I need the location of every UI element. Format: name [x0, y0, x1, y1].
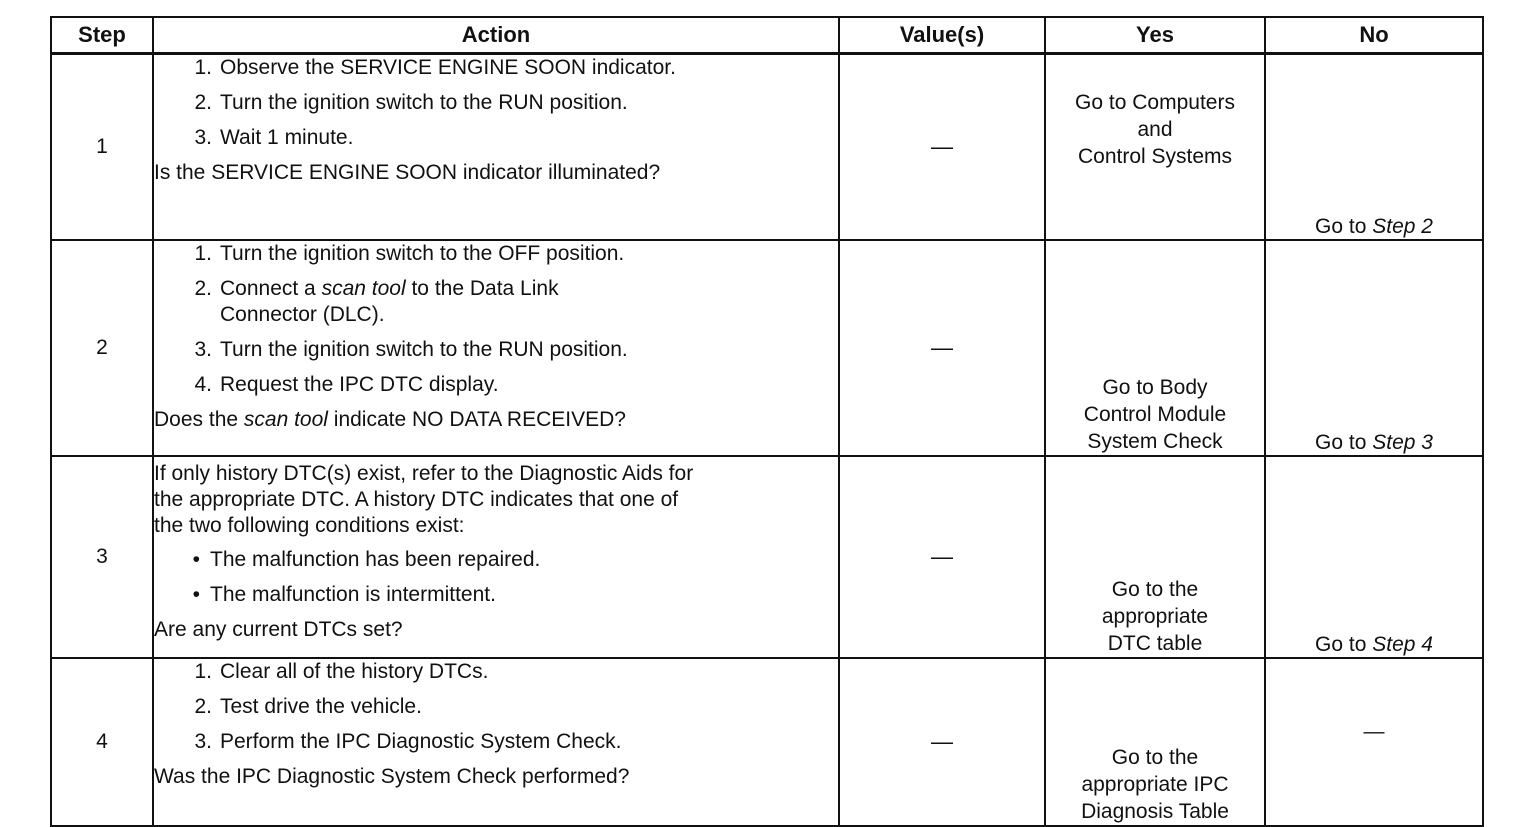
- no-prefix: Go to: [1315, 215, 1373, 238]
- item-number: 1.: [194, 242, 212, 265]
- paragraph-line: the appropriate DTC. A history DTC indicates that one of: [154, 488, 679, 511]
- table-row: [51, 658, 1483, 826]
- step-number: 4: [51, 658, 153, 826]
- no-prefix: Go to: [1315, 633, 1373, 656]
- header-step: Step: [51, 17, 153, 54]
- yes-line: Go to Body: [1102, 376, 1208, 399]
- value-cell: —: [839, 456, 1045, 658]
- action-cell: [153, 456, 839, 658]
- value-cell: —: [839, 658, 1045, 826]
- table-row: [51, 240, 1483, 456]
- action-item: [154, 241, 838, 267]
- step-number: 2: [51, 240, 153, 456]
- action-paragraph: [154, 461, 838, 539]
- no-step-ref: Step 4: [1372, 633, 1433, 656]
- action-item: [154, 659, 838, 685]
- action-item: [154, 694, 838, 720]
- scan-tool-term: scan tool: [321, 277, 406, 300]
- item-number: 3.: [194, 730, 212, 753]
- action-cell: [153, 658, 839, 826]
- no-cell: —: [1265, 658, 1483, 826]
- item-text: Request the IPC DTC display.: [220, 373, 499, 396]
- bullet-glyph: •: [192, 583, 200, 606]
- action-cell: [153, 54, 839, 241]
- bullet-glyph: •: [192, 548, 200, 571]
- yes-cell: [1045, 456, 1265, 658]
- value-cell: —: [839, 240, 1045, 456]
- item-text: Test drive the vehicle.: [220, 695, 422, 718]
- action-item: [154, 125, 838, 151]
- item-number: 3.: [194, 338, 212, 361]
- action-question: Is the SERVICE ENGINE SOON indicator illuminated?: [154, 161, 661, 184]
- table-row: [51, 54, 1483, 241]
- yes-line: DTC table: [1107, 632, 1203, 655]
- yes-line: and: [1137, 118, 1173, 141]
- header-no: No: [1265, 17, 1483, 54]
- action-item: [154, 729, 838, 755]
- no-cell: [1265, 456, 1483, 658]
- item-number: 2.: [194, 91, 212, 114]
- bullet-item: [154, 582, 838, 608]
- item-text: Turn the ignition switch to the RUN position.: [220, 91, 628, 114]
- header-action: Action: [153, 17, 839, 54]
- item-number: 2.: [194, 277, 212, 300]
- action-item: [154, 276, 838, 328]
- yes-line: appropriate IPC: [1081, 773, 1229, 796]
- item-text: The malfunction has been repaired.: [210, 548, 541, 571]
- diagnostic-table: [50, 16, 1484, 827]
- item-number: 1.: [194, 56, 212, 79]
- action-item: [154, 55, 838, 81]
- action-question: Are any current DTCs set?: [154, 618, 403, 641]
- yes-line: Go to the: [1111, 746, 1199, 769]
- bullet-item: [154, 547, 838, 573]
- item-number: 1.: [194, 660, 212, 683]
- no-step-ref: Step 3: [1372, 431, 1433, 454]
- item-number: 4.: [194, 373, 212, 396]
- yes-line: System Check: [1087, 430, 1223, 453]
- step-number: 1: [51, 54, 153, 241]
- action-item: [154, 372, 838, 398]
- action-item: [154, 90, 838, 116]
- item-text: Connect a scan tool to the Data Link Connector (DLC).: [220, 277, 559, 326]
- action-question: Was the IPC Diagnostic System Check performed?: [154, 765, 630, 788]
- action-question: Does the scan tool indicate NO DATA RECEIVED?: [154, 408, 626, 431]
- header-values: Value(s): [839, 17, 1045, 54]
- paragraph-line: If only history DTC(s) exist, refer to the Diagnostic Aids for: [154, 462, 694, 485]
- item-text: The malfunction is intermittent.: [210, 583, 496, 606]
- item-text: Observe the SERVICE ENGINE SOON indicator.: [220, 56, 676, 79]
- yes-cell: [1045, 658, 1265, 826]
- item-text: Turn the ignition switch to the RUN position.: [220, 338, 628, 361]
- item-number: 3.: [194, 126, 212, 149]
- yes-line: Go to Computers: [1075, 91, 1235, 114]
- item-number: 2.: [194, 695, 212, 718]
- header-yes: Yes: [1045, 17, 1265, 54]
- yes-line: Go to the: [1111, 578, 1199, 601]
- yes-cell: [1045, 54, 1265, 241]
- no-prefix: Go to: [1315, 431, 1373, 454]
- table-row: [51, 456, 1483, 658]
- yes-cell: [1045, 240, 1265, 456]
- item-text: Wait 1 minute.: [220, 126, 354, 149]
- yes-line: Diagnosis Table: [1081, 800, 1229, 823]
- no-cell: [1265, 240, 1483, 456]
- yes-line: appropriate: [1101, 605, 1209, 628]
- step-number: 3: [51, 456, 153, 658]
- value-cell: —: [839, 54, 1045, 241]
- header-row: [51, 17, 1483, 54]
- yes-line: Control Module: [1083, 403, 1227, 426]
- item-text: Turn the ignition switch to the OFF position.: [220, 242, 625, 265]
- no-step-ref: Step 2: [1372, 215, 1433, 238]
- paragraph-line: the two following conditions exist:: [154, 514, 465, 537]
- action-item: [154, 337, 838, 363]
- action-cell: [153, 240, 839, 456]
- item-text: Perform the IPC Diagnostic System Check.: [220, 730, 622, 753]
- scan-tool-term: scan tool: [243, 408, 328, 431]
- yes-line: Control Systems: [1077, 145, 1233, 168]
- item-text: Clear all of the history DTCs.: [220, 660, 489, 683]
- no-cell: [1265, 54, 1483, 241]
